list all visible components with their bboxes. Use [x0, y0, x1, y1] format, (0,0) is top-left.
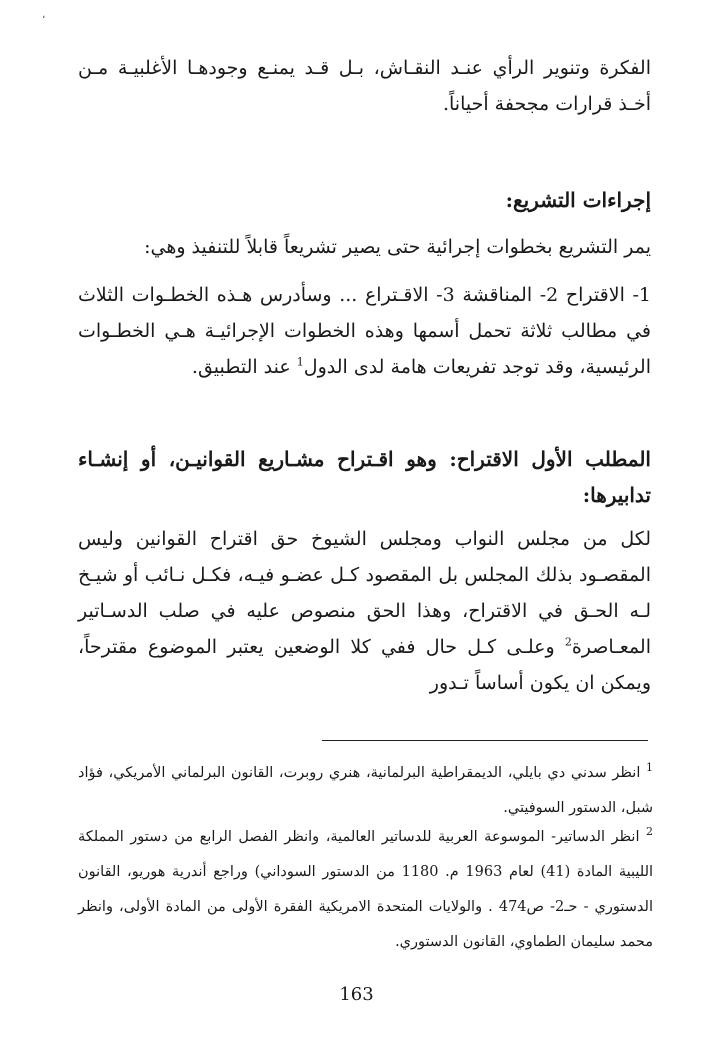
heading-first-section: المطلب الأول الاقتراح: وهو اقـتراح مشـاريع القوانيـن، أو إنشـاء تدابيرها: [78, 447, 651, 507]
footnote-2-text: انظر الدساتير- الموسوعة العربية للدساتير العالمية، وانظر الفصل الرابع من دستور المملكة الليبية المادة (41) لعام 1963 م. 1180 من الدستور السوداني) وراجع أندرية هوريو، القانون الدستوري - حـ2- ص474 . والولايات المتحدة الامريكية الفقرة الأولى من المادة الأولى، وانظر محمد سليمان الطماوي، القانون الدستوري. [78, 829, 654, 950]
footnote-2 [78, 820, 653, 960]
paragraph-steps-list [78, 277, 651, 385]
footnote-1-number: 1 [646, 761, 654, 775]
heading-legislation-procedures: إجراءات التشريع: [505, 188, 651, 212]
page-corner-mark: ، [42, 10, 46, 21]
footnote-1 [78, 756, 653, 826]
footnote-ref-1: 1 [296, 355, 304, 369]
footnote-2-number: 2 [646, 825, 653, 839]
paragraph-proposal-tail: وعلـى كـل حال ففي كلا الوضعين يعتبر الموضوع مقترحاً، ويمكن ان يكون أساساً تـدور [78, 636, 651, 694]
footnote-ref-2: 2 [564, 635, 572, 649]
paragraph-intro: الفكرة وتنوير الرأي عنـد النقـاش، بـل قـد يمنـع وجودهـا الأغلبيـة مـن أخـذ قرارات مجحفة أحياناً. [78, 57, 651, 115]
paragraph-steps-tail: عند التطبيق. [191, 356, 297, 378]
paragraph-steps-text: 1- الاقتراح 2- المناقشة 3- الاقـتراع ... وسأدرس هـذه الخطـوات الثلاث في مطالب ثلاثة تحمل أسمها وهذه الخطوات الإجرائيـة هـي الخطـوات الرئيسية، وقد توجد تفريعات هامة لدى الدول [78, 284, 651, 378]
page-number: 163 [339, 984, 374, 1005]
paragraph-proposal-text: لكل من مجلس النواب ومجلس الشيوخ حق اقتراح القوانين وليس المقصـود بذلك المجلس بل المقصود كـل عضـو فيـه، فكـل نـائب أو شيـخ لـه الحـق في الاقتراح، وهذا الحق منصوص عليه في صلب الدسـاتير المعـاصرة [78, 528, 651, 658]
footnote-1-text: انظر سدني دي بايلي، الديمقراطية البرلمانية، هنري روبرت، القانون البرلماني الأمريكي، فؤاد شبل، الدستور السوفيتي. [78, 765, 653, 816]
paragraph-steps-intro: يمر التشريع بخطوات إجرائية حتى يصير تشريعاً قابلاً للتنفيذ وهي: [144, 236, 651, 258]
footnote-divider [322, 740, 648, 741]
paragraph-proposal-right [78, 521, 651, 701]
